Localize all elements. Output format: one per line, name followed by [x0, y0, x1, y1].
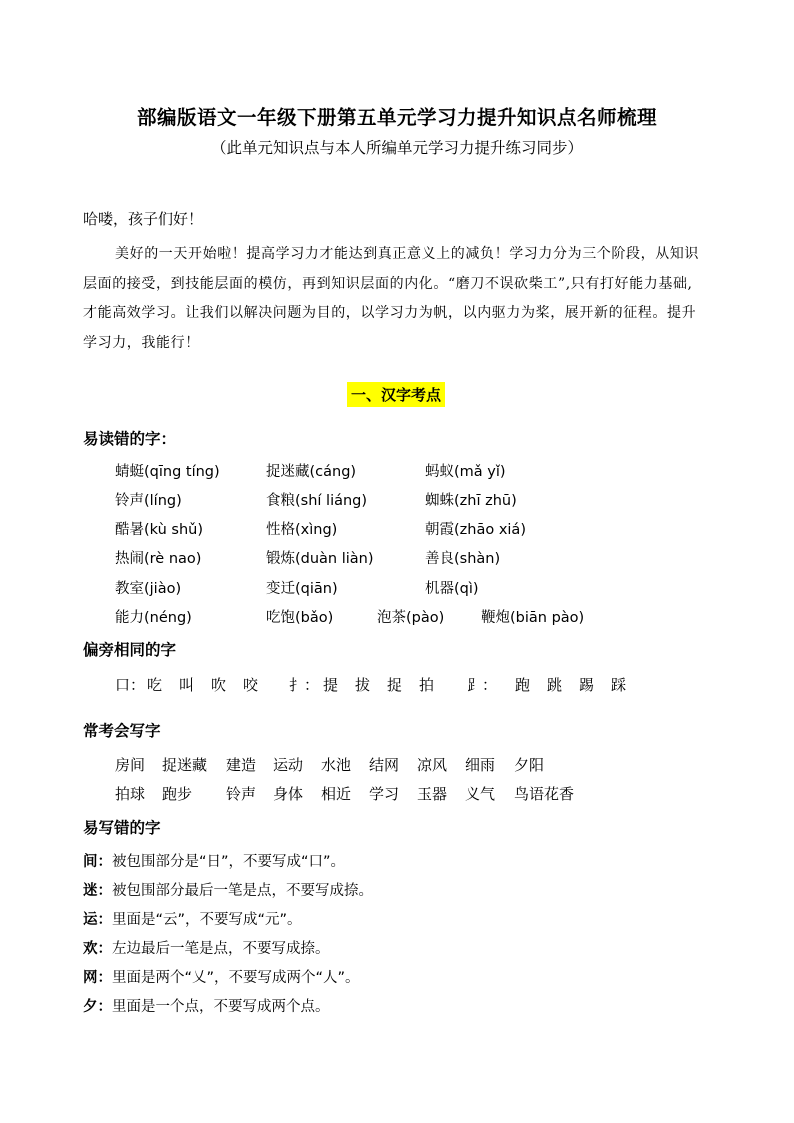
- word-item: 相近: [321, 785, 352, 803]
- pinyin-item: 蜘蛛(zhī zhū): [425, 493, 517, 509]
- radical-label: 口：: [115, 676, 146, 694]
- error-note: 里面是“云”，不要写成“元”。: [112, 912, 302, 928]
- word-item: 铃声: [226, 785, 257, 803]
- error-note-item: [83, 937, 330, 958]
- greeting: 哈喽，孩子们好！: [83, 210, 204, 228]
- word-item: 身体: [273, 785, 304, 803]
- error-char: 间：: [83, 854, 112, 870]
- pinyin-item: 吃饱(bǎo): [266, 610, 334, 626]
- page-title: 部编版语文一年级下册第五单元学习力提升知识点名师梳理: [136, 106, 657, 129]
- radical-char: 捉: [387, 676, 403, 694]
- word-item: 义气: [465, 785, 496, 803]
- word-item: 细雨: [465, 756, 496, 774]
- radical-char: 跳: [547, 676, 563, 694]
- pinyin-item: 变迁(qiān): [266, 581, 338, 597]
- word-item: 拍球: [115, 785, 146, 803]
- word-item: 学习: [369, 785, 400, 803]
- error-note-item: [83, 908, 302, 929]
- pinyin-item: 性格(xìng): [266, 522, 338, 538]
- pinyin-item: 蚂蚁(mǎ yǐ): [425, 464, 506, 480]
- error-note: 左边最后一笔是点，不要写成捺。: [112, 941, 330, 957]
- radical-char: 跑: [515, 676, 531, 694]
- word-item: 建造: [226, 756, 257, 774]
- radical-char: 叫: [179, 676, 195, 694]
- word-item: 玉器: [417, 785, 448, 803]
- radical-char: 咬: [243, 676, 259, 694]
- radical-label: ⻊：: [467, 676, 498, 694]
- pinyin-item: 蜻蜓(qīng tíng): [115, 464, 220, 480]
- error-char: 运：: [83, 912, 112, 928]
- word-item: 结网: [369, 756, 400, 774]
- pinyin-item: 能力(néng): [115, 610, 192, 626]
- error-note: 里面是一个点，不要写成两个点。: [112, 999, 330, 1015]
- word-item: 夕阳: [514, 756, 545, 774]
- error-note-item: [83, 966, 360, 987]
- error-note-item: [83, 850, 345, 871]
- pinyin-item: 善良(shàn): [425, 551, 501, 567]
- word-item: 鸟语花香: [514, 785, 575, 803]
- error-char: 迷：: [83, 883, 112, 899]
- heading-radicals: 偏旁相同的字: [83, 641, 177, 659]
- error-note-item: [83, 995, 330, 1016]
- radical-label: 扌：: [289, 676, 320, 694]
- word-item: 跑步: [162, 785, 193, 803]
- section-title-hanzi: 一、汉字考点: [347, 382, 445, 407]
- error-note: 被包围部分是“日”，不要写成“口”。: [112, 854, 346, 870]
- radical-char: 拍: [419, 676, 435, 694]
- pinyin-item: 朝霞(zhāo xiá): [425, 522, 526, 538]
- pinyin-item: 热闹(rè nao): [115, 551, 202, 567]
- pinyin-item: 鞭炮(biān pào): [481, 610, 585, 626]
- pinyin-item: 铃声(líng): [115, 493, 182, 509]
- error-char: 欢：: [83, 941, 112, 957]
- intro-paragraph: 美好的一天开始啦！提高学习力才能达到真正意义上的减负！学习力分为三个阶段，从知识层面的接受，到技能层面的模仿，再到知识层面的内化。“磨刀不误砍柴工”,只有打好能力基础,才能高效学习。让我们以解决问题为目的，以学习力为帆，以内驱力为桨，展开新的征程。提升学习力，我能行！: [83, 246, 699, 351]
- radical-char: 踩: [611, 676, 627, 694]
- page-subtitle: （此单元知识点与本人所编单元学习力提升练习同步）: [210, 139, 583, 157]
- pinyin-item: 酷暑(kù shǔ): [115, 522, 203, 538]
- pinyin-item: 教室(jiào): [115, 581, 182, 597]
- error-note: 里面是两个“乂”，不要写成两个“人”。: [112, 970, 360, 986]
- pinyin-item: 机器(qì): [425, 581, 479, 597]
- radical-char: 踢: [579, 676, 595, 694]
- pinyin-item: 锻炼(duàn liàn): [266, 551, 374, 567]
- radical-char: 吃: [147, 676, 163, 694]
- word-item: 运动: [273, 756, 304, 774]
- word-item: 捉迷藏: [162, 756, 208, 774]
- heading-easy-read: 易读错的字：: [83, 430, 177, 448]
- heading-common-write: 常考会写字: [83, 722, 161, 740]
- word-item: 凉风: [417, 756, 448, 774]
- word-item: 房间: [115, 756, 146, 774]
- heading-easy-wrong: 易写错的字: [83, 819, 161, 837]
- error-char: 夕：: [83, 999, 112, 1015]
- word-item: 水池: [321, 756, 352, 774]
- pinyin-item: 捉迷藏(cáng): [266, 464, 357, 480]
- radical-char: 吹: [211, 676, 227, 694]
- radical-char: 拔: [355, 676, 371, 694]
- pinyin-item: 食粮(shí liáng): [266, 493, 368, 509]
- error-char: 网：: [83, 970, 112, 986]
- pinyin-item: 泡茶(pào): [377, 610, 445, 626]
- error-note: 被包围部分最后一笔是点，不要写成捺。: [112, 883, 373, 899]
- error-note-item: [83, 879, 373, 900]
- radical-char: 提: [323, 676, 339, 694]
